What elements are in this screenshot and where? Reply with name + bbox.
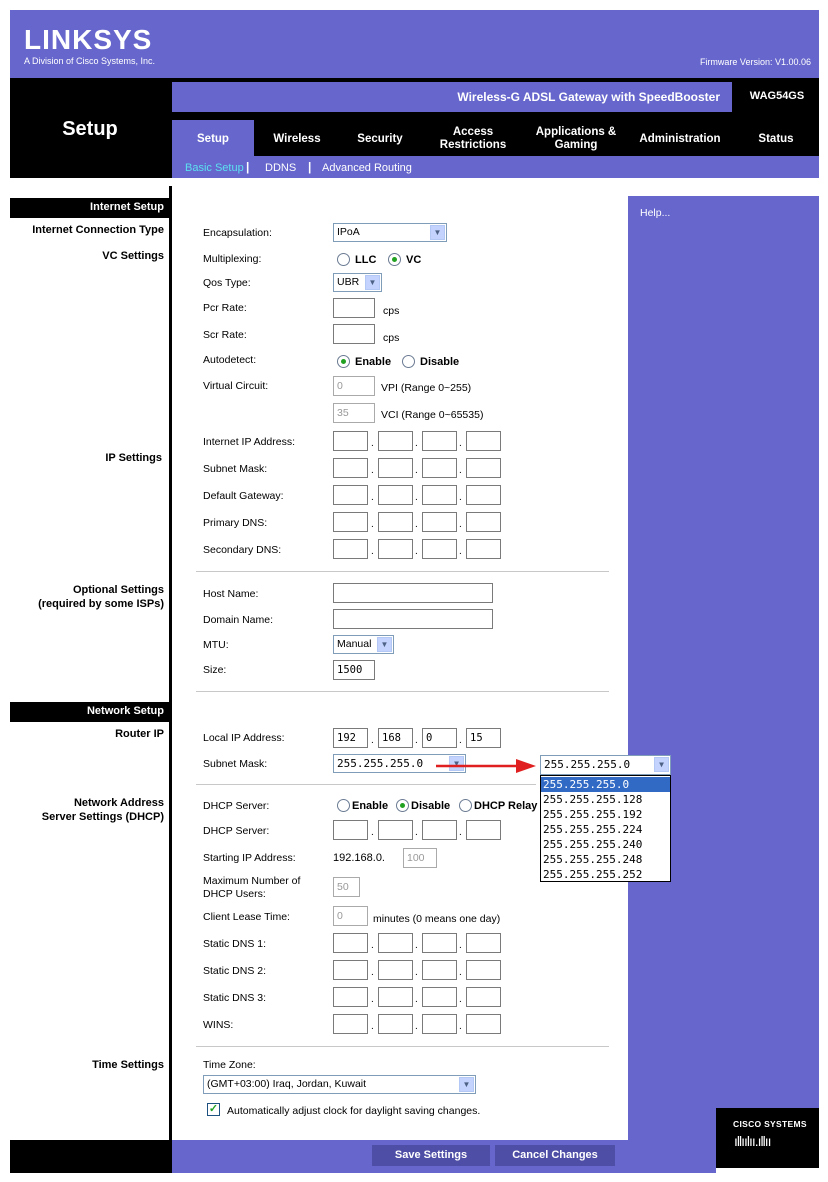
domain-name-input[interactable]	[333, 609, 493, 629]
divider	[196, 571, 609, 572]
pcr-label: Pcr Rate:	[203, 302, 247, 314]
tab-administration[interactable]: Administration	[639, 133, 721, 145]
llc-label: LLC	[355, 254, 377, 266]
time-zone-label: Time Zone:	[203, 1059, 256, 1071]
subnet-mask-octet[interactable]	[333, 458, 368, 478]
local-ip-label: Local IP Address:	[203, 732, 285, 744]
divider	[196, 1046, 609, 1047]
gateway-octet[interactable]	[422, 485, 457, 505]
tab-status[interactable]: Status	[758, 133, 794, 145]
tab-label: Setup	[197, 133, 229, 145]
subnet-mask-octet[interactable]	[378, 458, 413, 478]
subtab-basic-setup[interactable]: Basic Setup	[185, 162, 244, 174]
lan-subnet-value: 255.255.255.0	[337, 757, 424, 770]
subtab-ddns[interactable]: DDNS	[265, 162, 297, 174]
subnet-dropdown-select[interactable]	[540, 755, 671, 775]
wins-label: WINS:	[203, 1019, 234, 1031]
wins-octet[interactable]	[422, 1014, 457, 1034]
mtu-label: MTU:	[203, 639, 229, 651]
network-setup-header: Network Setup	[86, 705, 164, 717]
host-name-input[interactable]	[333, 583, 493, 603]
dot-separator: .	[415, 827, 418, 838]
product-name: Wireless-G ADSL Gateway with SpeedBooster	[457, 90, 720, 104]
dot-separator: .	[415, 967, 418, 978]
cisco-logo: CISCO SYSTEMS	[733, 1119, 807, 1129]
time-zone-value: (GMT+03:00) Iraq, Jordan, Kuwait	[207, 1078, 367, 1090]
internet-ip-octet[interactable]	[422, 431, 457, 451]
wins-octet[interactable]	[466, 1014, 501, 1034]
tab-setup[interactable]	[172, 120, 254, 156]
static-dns3-octet[interactable]	[422, 987, 457, 1007]
dot-separator: .	[459, 940, 462, 951]
dhcp-server-label: DHCP Server:	[203, 800, 270, 812]
dot-separator: .	[415, 438, 418, 449]
dropdown-option[interactable]: 255.255.255.252	[543, 868, 643, 881]
vc-label: VC	[406, 254, 422, 266]
page-title: Setup	[62, 118, 118, 140]
chevron-down-icon: ▼	[365, 275, 380, 290]
encapsulation-value: IPoA	[337, 226, 360, 238]
time-settings-label: Time Settings	[92, 1059, 164, 1071]
divider	[196, 784, 536, 785]
qos-label: Qos Type:	[203, 277, 251, 289]
dhcp-label-2: Server Settings (DHCP)	[41, 811, 164, 823]
dot-separator: .	[459, 1021, 462, 1032]
static-dns1-octet[interactable]	[333, 933, 368, 953]
dot-separator: .	[415, 940, 418, 951]
default-gateway-label: Default Gateway:	[203, 490, 284, 502]
static-dns2-octet[interactable]	[422, 960, 457, 980]
primary-dns-octet[interactable]	[333, 512, 368, 532]
optional-settings-note: (required by some ISPs)	[38, 598, 164, 610]
dot-separator: .	[371, 994, 374, 1005]
dhcp-disable-label: Disable	[411, 800, 451, 812]
dot-separator: .	[459, 465, 462, 476]
dot-separator: .	[371, 1021, 374, 1032]
encapsulation-label: Encapsulation:	[203, 227, 272, 239]
dhcp-disable-radio[interactable]	[396, 799, 409, 812]
time-zone-select[interactable]	[203, 1075, 476, 1094]
brand-bar	[10, 10, 819, 78]
chevron-down-icon: ▼	[459, 1077, 474, 1092]
scr-input[interactable]	[333, 324, 375, 344]
autodetect-disable-radio[interactable]	[402, 355, 415, 368]
subtab-separator: |	[308, 160, 312, 174]
dot-separator: .	[371, 492, 374, 503]
subnet-mask-octet[interactable]	[466, 458, 501, 478]
cisco-bars-icon: ıllıılıı.ıllıı	[734, 1133, 771, 1149]
max-users-label-2: DHCP Users:	[203, 888, 266, 900]
wins-octet[interactable]	[333, 1014, 368, 1034]
footer-black-left	[10, 1140, 172, 1173]
primary-dns-octet[interactable]	[378, 512, 413, 532]
dhcp-server-octet[interactable]	[333, 820, 368, 840]
dropdown-option[interactable]: 255.255.255.240	[543, 838, 643, 851]
static-dns3-octet[interactable]	[378, 987, 413, 1007]
dhcp-enable-radio[interactable]	[337, 799, 350, 812]
secondary-dns-octet[interactable]	[466, 539, 501, 559]
encapsulation-select[interactable]	[333, 223, 447, 242]
primary-dns-octet[interactable]	[422, 512, 457, 532]
dot-separator: .	[459, 827, 462, 838]
primary-dns-octet[interactable]	[466, 512, 501, 532]
tab-wireless[interactable]: Wireless	[273, 133, 321, 145]
dot-separator: .	[415, 994, 418, 1005]
subnet-dropdown-value: 255.255.255.0	[544, 758, 631, 771]
virtual-circuit-label: Virtual Circuit:	[203, 380, 269, 392]
host-name-label: Host Name:	[203, 588, 259, 600]
gateway-octet[interactable]	[466, 485, 501, 505]
static-dns2-octet[interactable]	[378, 960, 413, 980]
arrow-icon	[436, 758, 538, 774]
dot-separator: .	[371, 465, 374, 476]
dot-separator: .	[459, 735, 462, 746]
dot-separator: .	[371, 546, 374, 557]
vci-note: VCI (Range 0~65535)	[381, 409, 484, 421]
subnet-mask-octet[interactable]	[422, 458, 457, 478]
tab-access-restrictions[interactable]: Access Restrictions	[439, 126, 507, 151]
autodetect-enable-radio[interactable]	[337, 355, 350, 368]
dot-separator: .	[459, 967, 462, 978]
dropdown-option[interactable]: 255.255.255.224	[543, 823, 643, 836]
scr-label: Scr Rate:	[203, 329, 247, 341]
starting-ip-label: Starting IP Address:	[203, 852, 296, 864]
starting-ip-input[interactable]: 100	[403, 848, 437, 868]
dot-separator: .	[371, 940, 374, 951]
secondary-dns-octet[interactable]	[422, 539, 457, 559]
subtab-separator: |	[246, 160, 250, 174]
autodetect-enable-label: Enable	[355, 356, 392, 368]
vpi-note: VPI (Range 0~255)	[381, 382, 472, 394]
secondary-dns-label: Secondary DNS:	[203, 544, 282, 556]
gateway-octet[interactable]	[333, 485, 368, 505]
vpi-input[interactable]: 0	[333, 376, 375, 396]
help-panel	[628, 196, 819, 1140]
daylight-label: Automatically adjust clock for daylight saving changes.	[227, 1105, 481, 1117]
static-dns1-octet[interactable]	[378, 933, 413, 953]
dhcp-enable-label: Enable	[352, 800, 389, 812]
wins-octet[interactable]	[378, 1014, 413, 1034]
mtu-select[interactable]	[333, 635, 394, 654]
lease-time-label: Client Lease Time:	[203, 911, 290, 923]
ip-settings-label: IP Settings	[105, 452, 162, 464]
scr-unit: cps	[383, 332, 400, 344]
internet-ip-octet[interactable]	[333, 431, 368, 451]
dot-separator: .	[459, 546, 462, 557]
dhcp-relay-label: DHCP Relay	[474, 800, 538, 812]
dot-separator: .	[371, 438, 374, 449]
division-text: A Division of Cisco Systems, Inc.	[24, 56, 156, 66]
domain-name-label: Domain Name:	[203, 614, 274, 626]
dhcp-server-ip-label: DHCP Server:	[203, 825, 270, 837]
internet-setup-header: Internet Setup	[90, 201, 164, 213]
optional-settings-label: Optional Settings	[72, 584, 164, 596]
dropdown-option[interactable]: 255.255.255.128	[543, 793, 643, 806]
dot-separator: .	[459, 994, 462, 1005]
static-dns1-label: Static DNS 1:	[203, 938, 267, 950]
dot-separator: .	[371, 519, 374, 530]
static-dns1-octet[interactable]	[422, 933, 457, 953]
tab-security[interactable]: Security	[357, 133, 403, 145]
vc-settings-label: VC Settings	[102, 250, 164, 262]
primary-dns-label: Primary DNS:	[203, 517, 268, 529]
dhcp-relay-radio[interactable]	[459, 799, 472, 812]
local-ip-octet[interactable]: 15	[466, 728, 501, 748]
router-ip-label: Router IP	[115, 728, 164, 740]
dhcp-server-octet[interactable]	[378, 820, 413, 840]
local-ip-octet[interactable]: 0	[422, 728, 457, 748]
dhcp-server-octet[interactable]	[422, 820, 457, 840]
dot-separator: .	[459, 492, 462, 503]
max-users-label: Maximum Number of	[203, 875, 301, 887]
dot-separator: .	[415, 1021, 418, 1032]
chevron-down-icon: ▼	[654, 757, 669, 772]
chevron-down-icon: ▼	[377, 637, 392, 652]
dot-separator: .	[415, 735, 418, 746]
secondary-dns-octet[interactable]	[333, 539, 368, 559]
pcr-unit: cps	[383, 305, 400, 317]
left-spine	[169, 186, 172, 1140]
lease-time-input[interactable]: 0	[333, 906, 368, 926]
pcr-input[interactable]	[333, 298, 375, 318]
llc-radio[interactable]	[337, 253, 350, 266]
cancel-changes-button[interactable]: Cancel Changes	[495, 1145, 615, 1166]
help-link[interactable]: Help...	[640, 207, 671, 219]
save-settings-button[interactable]: Save Settings	[372, 1145, 490, 1166]
vc-radio[interactable]	[388, 253, 401, 266]
size-label: Size:	[203, 664, 227, 676]
subnet-mask-label: Subnet Mask:	[203, 463, 268, 475]
max-users-input[interactable]: 50	[333, 877, 360, 897]
daylight-checkbox[interactable]: ✓	[208, 1103, 219, 1115]
dot-separator: .	[415, 492, 418, 503]
dot-separator: .	[371, 827, 374, 838]
static-dns2-label: Static DNS 2:	[203, 965, 267, 977]
subnet-dropdown-list	[540, 775, 671, 882]
starting-ip-prefix: 192.168.0.	[333, 852, 385, 864]
dot-separator: .	[371, 967, 374, 978]
dot-separator: .	[415, 519, 418, 530]
gateway-octet[interactable]	[378, 485, 413, 505]
dropdown-option[interactable]: 255.255.255.248	[543, 853, 643, 866]
lease-time-note: minutes (0 means one day)	[373, 913, 501, 925]
model-number: WAG54GS	[749, 90, 805, 102]
qos-select[interactable]	[333, 273, 382, 292]
divider	[196, 691, 609, 692]
chevron-down-icon: ▼	[430, 225, 445, 240]
static-dns2-octet[interactable]	[466, 960, 501, 980]
static-dns1-octet[interactable]	[466, 933, 501, 953]
dot-separator: .	[459, 438, 462, 449]
qos-value: UBR	[337, 276, 360, 288]
dropdown-option[interactable]: 255.255.255.192	[543, 808, 643, 821]
dhcp-server-octet[interactable]	[466, 820, 501, 840]
local-ip-octet[interactable]: 168	[378, 728, 413, 748]
static-dns3-octet[interactable]	[333, 987, 368, 1007]
lan-subnet-label: Subnet Mask:	[203, 758, 268, 770]
internet-ip-octet[interactable]	[378, 431, 413, 451]
static-dns3-octet[interactable]	[466, 987, 501, 1007]
dot-separator: .	[415, 465, 418, 476]
linksys-logo: LINKSYS	[24, 24, 153, 55]
secondary-dns-octet[interactable]	[378, 539, 413, 559]
vci-input[interactable]: 35	[333, 403, 375, 423]
static-dns3-label: Static DNS 3:	[203, 992, 267, 1004]
autodetect-label: Autodetect:	[203, 354, 257, 366]
multiplexing-label: Multiplexing:	[203, 253, 262, 265]
static-dns2-octet[interactable]	[333, 960, 368, 980]
dhcp-label: Network Address	[73, 797, 164, 809]
mtu-value: Manual	[337, 638, 372, 650]
dot-separator: .	[459, 519, 462, 530]
mtu-size-input[interactable]: 1500	[333, 660, 375, 680]
tab-applications-gaming[interactable]: Applications & Gaming	[535, 126, 617, 151]
chevron-down-icon: ▼	[449, 756, 464, 771]
dot-separator: .	[415, 546, 418, 557]
subtab-advanced-routing[interactable]: Advanced Routing	[322, 162, 412, 174]
local-ip-octet[interactable]: 192	[333, 728, 368, 748]
autodetect-disable-label: Disable	[420, 356, 460, 368]
dropdown-option[interactable]: 255.255.255.0	[541, 777, 670, 792]
dot-separator: .	[371, 735, 374, 746]
internet-ip-label: Internet IP Address:	[203, 436, 296, 448]
internet-ip-octet[interactable]	[466, 431, 501, 451]
firmware-version: Firmware Version: V1.00.06	[699, 57, 811, 67]
connection-type-label: Internet Connection Type	[32, 224, 164, 236]
